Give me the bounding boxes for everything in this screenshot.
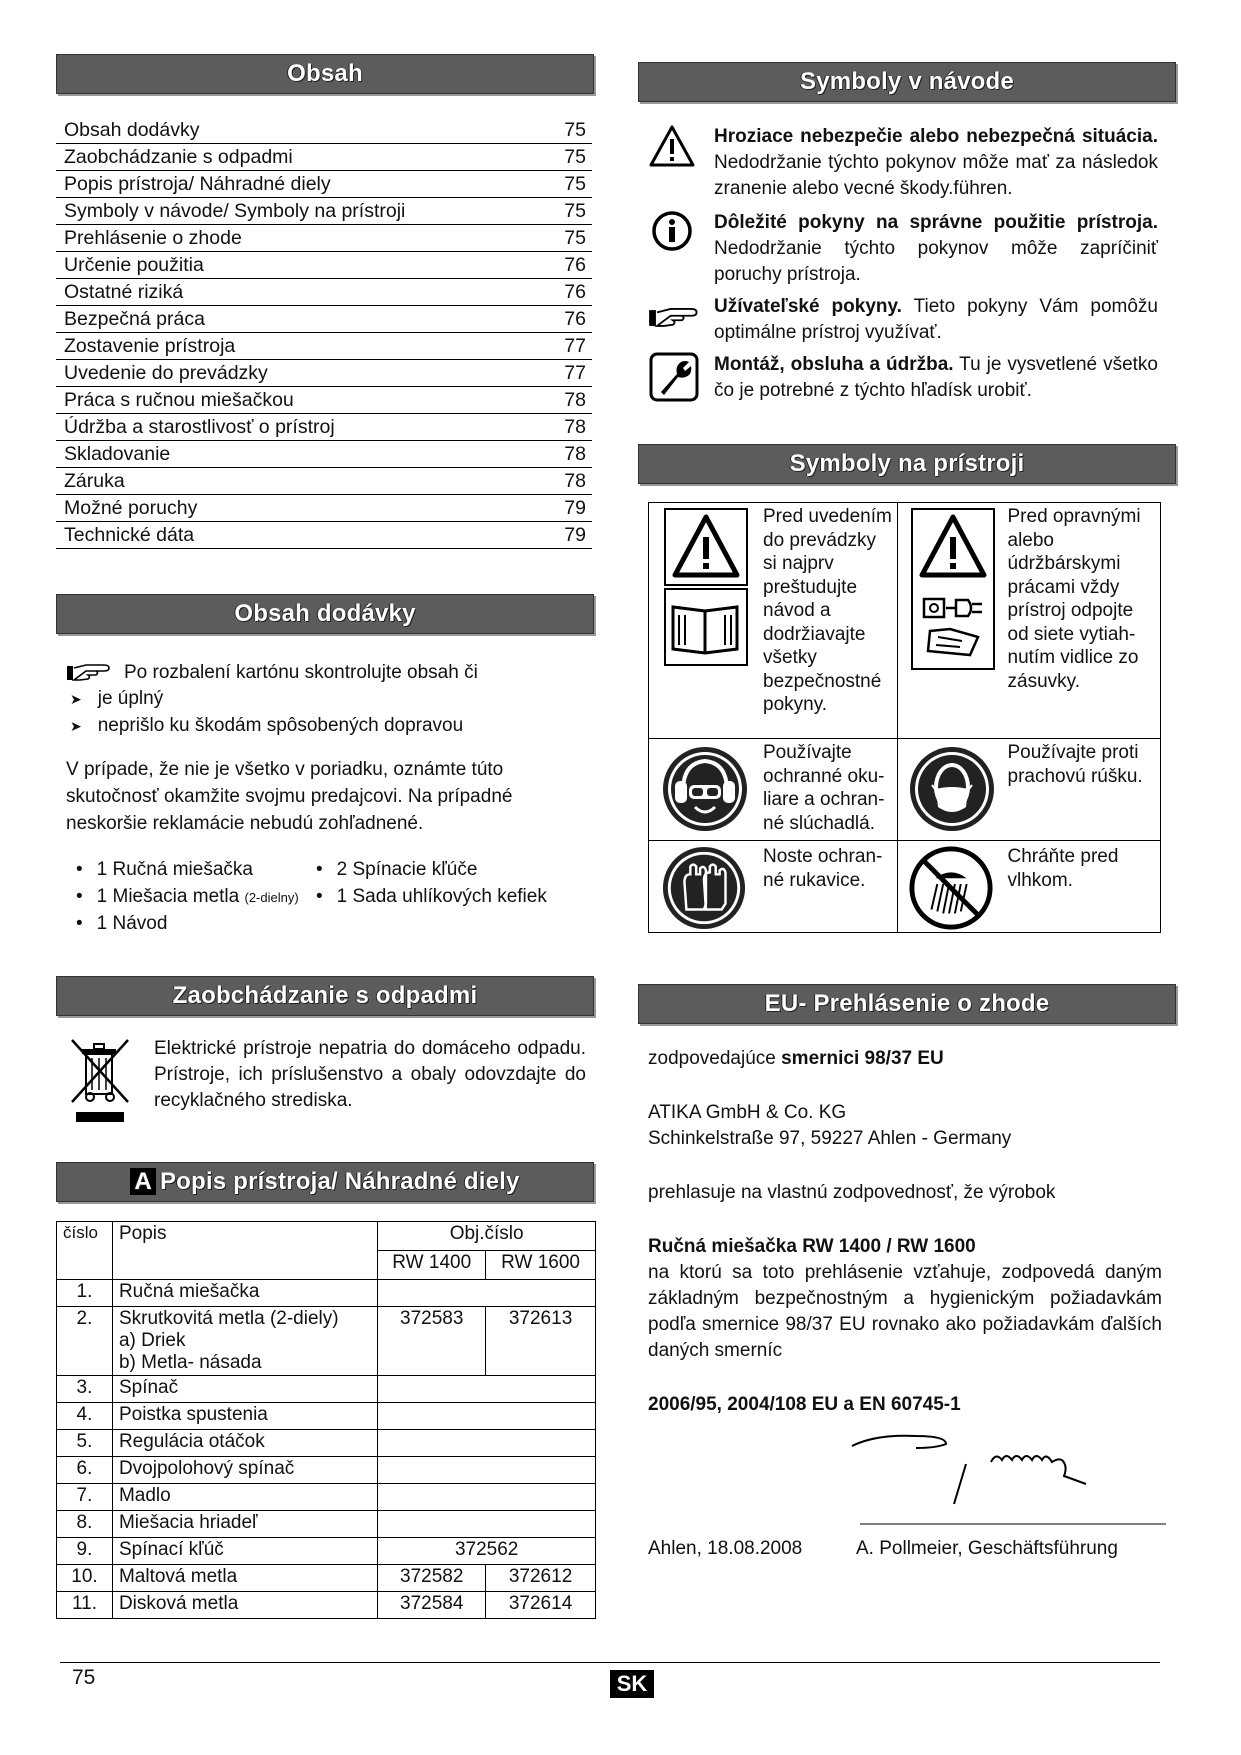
- toc-item-page: 78: [564, 389, 586, 411]
- parts-header-row: [57, 1222, 596, 1251]
- signature: [846, 1426, 1166, 1526]
- delivery-item-note: (2-dielny): [244, 890, 299, 905]
- delivery-notice: V prípade, že nie je všetko v poriadku, oznámte túto skutočnosť okamžite svojmu predajcovi. Na prípadné neskoršie reklamácie nebudú zohľadnené.: [66, 759, 513, 834]
- arrow-bullet-icon: ➤: [70, 691, 82, 707]
- manual-symbol-text: Užívateľské pokyny. Tieto pokyny Vám pomôžu optimálne prístroj využívať.: [714, 296, 1158, 343]
- col-num-header: číslo: [57, 1222, 113, 1280]
- toc-item[interactable]: [56, 521, 592, 549]
- toc-item-label: Technické dáta: [64, 524, 195, 546]
- device-symbols-row: [649, 841, 1161, 933]
- toc-item-label: Skladovanie: [64, 443, 171, 465]
- toc-item-label: Zaobchádzanie s odpadmi: [64, 146, 293, 168]
- declaration-title: EU- Prehlásenie o zhode: [764, 990, 1050, 1017]
- manual-symbols-header: [638, 62, 1176, 102]
- part-number: 6.: [57, 1457, 113, 1484]
- parts-title: Popis prístroja/ Náhradné diely: [159, 1168, 520, 1195]
- toc-item[interactable]: [56, 359, 592, 387]
- part-number: 10.: [57, 1565, 113, 1592]
- page-number: 75: [72, 1666, 96, 1689]
- toc-item[interactable]: [56, 467, 592, 495]
- toc-item-page: 75: [564, 146, 586, 168]
- col-desc-header: Popis: [112, 1222, 377, 1280]
- parts-row: [57, 1457, 596, 1484]
- pointing-hand-icon: [648, 305, 700, 331]
- part-order-number: [378, 1403, 596, 1430]
- toc-item-label: Práca s ručnou miešačkou: [64, 389, 294, 411]
- parts-table: [56, 1221, 596, 1619]
- info-icon: [651, 210, 693, 252]
- toc-item-page: 78: [564, 416, 586, 438]
- device-symbol-cell: [897, 841, 1161, 933]
- delivery-items-right: [316, 859, 547, 940]
- toc-item[interactable]: [56, 305, 592, 333]
- part-order-number: [378, 1430, 596, 1457]
- toc-item-page: 78: [564, 470, 586, 492]
- declaration-line1: zodpovedajúce smernici 98/37 EU: [648, 1048, 944, 1069]
- part-order-rw1600: 372613: [486, 1307, 596, 1376]
- toc-title: Obsah: [287, 60, 363, 87]
- parts-row: [57, 1565, 596, 1592]
- col-rw1600-header: RW 1600: [486, 1251, 596, 1280]
- goggles-earmuffs-icon: [661, 745, 749, 833]
- part-number: 5.: [57, 1430, 113, 1457]
- arrow-bullet-icon: ➤: [70, 718, 82, 734]
- gloves-icon: [661, 845, 747, 931]
- toc-item-page: 75: [564, 119, 586, 141]
- toc-item[interactable]: [56, 116, 592, 144]
- declaration-signatory: A. Pollmeier, Geschäftsführung: [856, 1538, 1118, 1559]
- part-description: Spínač: [112, 1376, 377, 1403]
- toc-item[interactable]: [56, 224, 592, 252]
- dust-mask-icon: [908, 745, 996, 833]
- part-description: Poistka spustenia: [112, 1403, 377, 1430]
- device-symbol-text: Pred uvedením do prevádzky si najprv preštudujte návod a dodržiavajte všetky bezpečnostné pokyny.: [763, 506, 892, 715]
- delivery-title: Obsah dodávky: [234, 600, 416, 627]
- parts-row: [57, 1538, 596, 1565]
- parts-row: [57, 1511, 596, 1538]
- delivery-section: [66, 662, 586, 940]
- device-symbol-cell: [649, 503, 898, 739]
- toc-item[interactable]: [56, 332, 592, 360]
- parts-row: [57, 1484, 596, 1511]
- part-description: Ručná miešačka: [112, 1280, 377, 1307]
- toc-item[interactable]: [56, 251, 592, 279]
- device-symbol-text: Pred opravnými alebo údržbárskymi prácami vždy prístroj odpojte od siete vytiah-nutím vidlice zo zásuvky.: [1007, 506, 1141, 692]
- parts-row: [57, 1280, 596, 1307]
- device-symbols-row: [649, 739, 1161, 841]
- delivery-item: • 2 Spínacie kľúče: [316, 859, 478, 880]
- toc-item-page: 76: [564, 254, 586, 276]
- manual-book-icon: [663, 587, 749, 667]
- toc-item-page: 76: [564, 308, 586, 330]
- device-symbol-cell: [649, 841, 898, 933]
- toc-item-page: 79: [564, 497, 586, 519]
- toc-item[interactable]: [56, 143, 592, 171]
- declaration-company: ATIKA GmbH & Co. KG: [648, 1102, 847, 1123]
- toc-list: [56, 116, 592, 546]
- toc-header: [56, 54, 594, 94]
- device-symbol-cell: [649, 739, 898, 841]
- toc-item-label: Bezpečná práca: [64, 308, 205, 330]
- waste-title: Zaobchádzanie s odpadmi: [172, 982, 478, 1009]
- manual-symbol-text: Montáž, obsluha a údržba. Tu je vysvetlené všetko čo je potrebné z týchto hľadísk urobiť.: [714, 354, 1158, 401]
- footer-rule: [60, 1662, 1160, 1663]
- device-symbol-cell: [897, 739, 1161, 841]
- device-symbols-header: [638, 444, 1176, 484]
- delivery-check-line: [66, 662, 586, 684]
- device-symbol-text: Chráňte pred vlhkom.: [1007, 846, 1119, 891]
- manual-symbol-text: Hroziace nebezpečie alebo nebezpečná situácia. Nedodržanie týchto pokynov môže mať za následok zranenie alebo vecné škody.führen.: [714, 126, 1158, 199]
- part-number: 11.: [57, 1592, 113, 1619]
- delivery-item: • 1 Ručná miešačka: [76, 859, 253, 880]
- waste-text: Elektrické prístroje nepatria do domáceho odpadu. Prístroje, ich príslušenstvo a obaly odovzdajte do recyklačného strediska.: [154, 1038, 586, 1111]
- part-description: Madlo: [112, 1484, 377, 1511]
- device-symbol-text: Používajte ochranné oku-liare a ochran-né slúchadlá.: [763, 742, 885, 834]
- toc-item-page: 76: [564, 281, 586, 303]
- toc-item-page: 78: [564, 443, 586, 465]
- toc-item[interactable]: [56, 440, 592, 468]
- part-number: 9.: [57, 1538, 113, 1565]
- part-description: Miešacia hriadeľ: [112, 1511, 377, 1538]
- declaration-product: Ručná miešačka RW 1400 / RW 1600: [648, 1236, 976, 1257]
- device-symbol-cell: [897, 503, 1161, 739]
- declaration-place-date: Ahlen, 18.08.2008: [648, 1538, 803, 1559]
- toc-item-page: 79: [564, 524, 586, 546]
- delivery-check-text: Po rozbalení kartónu skontrolujte obsah či: [124, 662, 478, 683]
- part-number: 4.: [57, 1403, 113, 1430]
- parts-letter: A: [130, 1168, 156, 1195]
- part-description: Disková metla: [112, 1592, 377, 1619]
- declaration-text: na ktorú sa toto prehlásenie vzťahuje, zodpovedá daným základným bezpečnostným a hygienickým požiadavkám podľa smernice 98/37 EU rovnako ako požiadavkám ďalších daných smerníc: [648, 1262, 1162, 1361]
- part-order-number: [378, 1511, 596, 1538]
- toc-item[interactable]: [56, 413, 592, 441]
- part-order-rw1600: 372612: [486, 1565, 596, 1592]
- toc-item-label: Popis prístroja/ Náhradné diely: [64, 173, 331, 195]
- part-order-rw1400: 372582: [378, 1565, 486, 1592]
- part-description: Regulácia otáčok: [112, 1430, 377, 1457]
- delivery-items-left: [66, 859, 316, 940]
- toc-item-page: 77: [564, 362, 586, 384]
- declaration-address: Schinkelstraße 97, 59227 Ahlen - Germany: [648, 1128, 1012, 1149]
- waste-header: [56, 976, 594, 1016]
- toc-item-label: Určenie použitia: [64, 254, 204, 276]
- no-rain-icon: [908, 845, 994, 931]
- manual-symbols-title: Symboly v návode: [800, 68, 1014, 95]
- declaration-body: [648, 1046, 1162, 1418]
- device-symbols-row: [649, 503, 1161, 739]
- wrench-icon: [649, 352, 699, 402]
- part-order-number: 372562: [378, 1538, 596, 1565]
- toc-item[interactable]: [56, 278, 592, 306]
- col-rw1400-header: RW 1400: [378, 1251, 486, 1280]
- toc-item-page: 75: [564, 173, 586, 195]
- toc-item[interactable]: [56, 386, 592, 414]
- part-number: 2.: [57, 1307, 113, 1376]
- warning-triangle-icon: [663, 507, 749, 587]
- part-description: Spínací kľúč: [112, 1538, 377, 1565]
- declaration-declares: prehlasuje na vlastnú zodpovednosť, že výrobok: [648, 1182, 1056, 1203]
- toc-item-label: Záruka: [64, 470, 125, 492]
- toc-item-page: 75: [564, 227, 586, 249]
- col-order-header: Obj.číslo: [378, 1222, 596, 1251]
- parts-row: [57, 1592, 596, 1619]
- part-number: 3.: [57, 1376, 113, 1403]
- toc-item[interactable]: [56, 170, 592, 198]
- toc-item-label: Obsah dodávky: [64, 119, 200, 141]
- part-order-rw1600: 372614: [486, 1592, 596, 1619]
- part-number: 7.: [57, 1484, 113, 1511]
- delivery-check-item: ➤ neprišlo ku škodám spôsobených dopravou: [70, 715, 464, 736]
- warning-triangle-icon: [648, 124, 696, 168]
- toc-item-label: Uvedenie do prevádzky: [64, 362, 268, 384]
- parts-row: [57, 1430, 596, 1457]
- toc-item-page: 77: [564, 335, 586, 357]
- declaration-directives: 2006/95, 2004/108 EU a EN 60745-1: [648, 1394, 961, 1415]
- toc-item-label: Prehlásenie o zhode: [64, 227, 242, 249]
- part-order-number: [378, 1376, 596, 1403]
- device-symbols-table: [648, 502, 1161, 933]
- part-order-number: [378, 1484, 596, 1511]
- part-order-rw1400: 372583: [378, 1307, 486, 1376]
- delivery-header: [56, 594, 594, 634]
- device-symbol-text: Používajte proti prachovú rúšku.: [1007, 742, 1143, 787]
- declaration-header: [638, 984, 1176, 1024]
- pointing-hand-icon: [66, 662, 112, 684]
- toc-item-label: Ostatné riziká: [64, 281, 184, 303]
- toc-item[interactable]: [56, 494, 592, 522]
- device-symbol-text: Noste ochran-né rukavice.: [763, 846, 883, 891]
- part-number: 1.: [57, 1280, 113, 1307]
- delivery-check-item: ➤ je úplný: [70, 688, 164, 709]
- part-description: Skrutkovitá metla (2-diely) a) Driek b) Metla- násada: [112, 1307, 377, 1376]
- language-badge: SK: [610, 1670, 654, 1698]
- part-order-number: [378, 1280, 596, 1307]
- toc-item-label: Symboly v návode/ Symboly na prístroji: [64, 200, 406, 222]
- part-number: 8.: [57, 1511, 113, 1538]
- parts-header: [56, 1162, 594, 1202]
- delivery-item: • 1 Sada uhlíkových kefiek: [316, 886, 547, 907]
- parts-row: [57, 1403, 596, 1430]
- part-description: Dvojpolohový spínač: [112, 1457, 377, 1484]
- parts-row: [57, 1307, 596, 1376]
- toc-item[interactable]: [56, 197, 592, 225]
- toc-item-label: Zostavenie prístroja: [64, 335, 236, 357]
- unplug-before-maintenance-icon: [910, 507, 996, 671]
- delivery-items: [66, 859, 586, 940]
- toc-item-page: 75: [564, 200, 586, 222]
- delivery-checks: [66, 688, 586, 742]
- toc-item-label: Možné poruchy: [64, 497, 198, 519]
- manual-symbol-text: Dôležité pokyny na správne použitie prístroja. Nedodržanie týchto pokynov môže zapríčiniť poruchy prístroja.: [714, 212, 1158, 285]
- part-description: Maltová metla: [112, 1565, 377, 1592]
- delivery-item: • 1 Návod: [76, 913, 168, 934]
- part-order-number: [378, 1457, 596, 1484]
- crossed-bin-icon: [68, 1036, 132, 1124]
- toc-item-label: Údržba a starostlivosť o prístroj: [64, 416, 335, 438]
- part-order-rw1400: 372584: [378, 1592, 486, 1619]
- parts-row: [57, 1376, 596, 1403]
- delivery-item: • 1 Miešacia metla (2-dielny): [76, 886, 299, 907]
- device-symbols-title: Symboly na prístroji: [789, 450, 1025, 477]
